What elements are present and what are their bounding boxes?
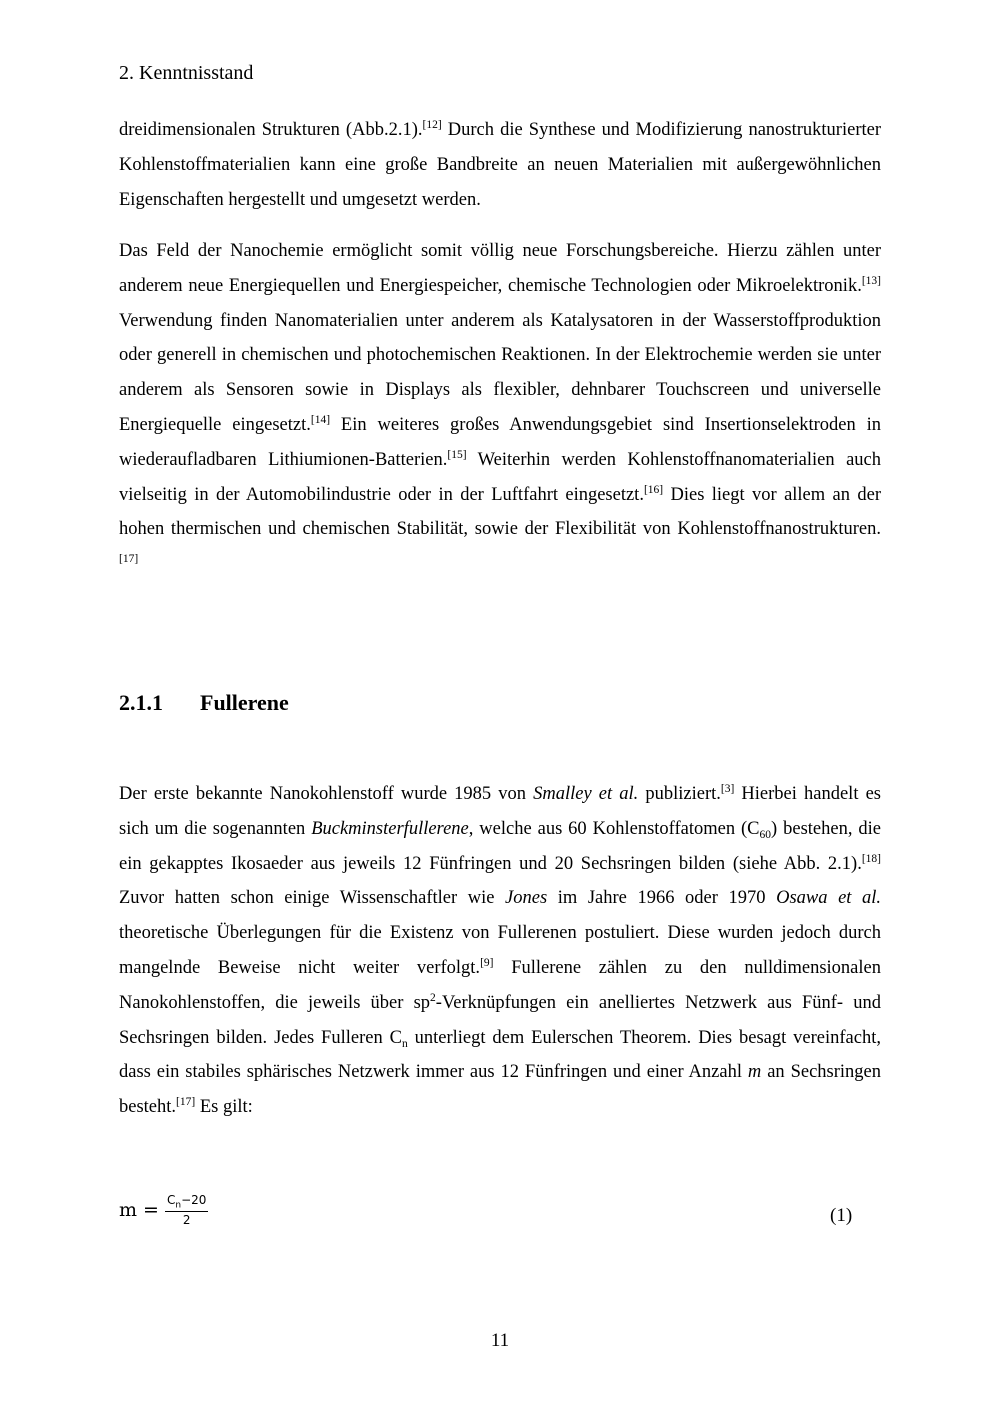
- citation: [13]: [861, 274, 881, 287]
- paragraph-intro-continuation: [119, 113, 881, 217]
- numerator-symbol: C: [166, 1193, 176, 1207]
- citation: [14]: [310, 413, 331, 426]
- subscript: 60: [759, 828, 772, 841]
- fraction-denominator: 2: [182, 1213, 191, 1228]
- text: Der erste bekannte Nanokohlenstoff wurde 1985 von: [119, 784, 534, 804]
- text: Verwendung finden Nanomaterialien unter anderem als Katalysatoren in der Wasserstoffproduktion oder generell in chemischen und photochemischen Reaktionen. In der Elektrochemie werden sie unter anderem als Sensoren sowie in Displays als flexibler, dehnbarer Touchscreen und universelle Energiequelle eingesetzt.: [119, 310, 881, 435]
- text: Weiterhin werden Kohlenstoffnanomaterialien auch vielseitig in der Automobilindustrie oder in der Luftfahrt eingesetzt.: [119, 449, 881, 505]
- text: Das Feld der Nanochemie ermöglicht somit völlig neue Forschungsbereiche. Hierzu zählen unter anderem neue Energiequellen und Energiespeicher, chemische Technologien oder Mikroelektronik.: [119, 241, 881, 296]
- text: theoretische Überlegungen für die Existenz von Fullerenen postuliert. Diese wurden jedoch durch mangelnde Beweise nicht weiter verfolgt.: [119, 923, 881, 978]
- citation: [18]: [861, 852, 881, 865]
- numerator-rest: −20: [181, 1193, 207, 1207]
- text: publiziert.: [638, 784, 721, 804]
- text: dreidimensionalen Strukturen (Abb.2.1).: [119, 120, 423, 140]
- text: Fullerene zählen zu den nulldimensionalen Nanokohlenstoffen, die jeweils über sp: [119, 957, 881, 1013]
- text: Ein weiteres großes Anwendungsgebiet sind Insertionselektroden in wiederaufladbaren Lithiumionen-Batterien.: [119, 414, 881, 470]
- text: Dies liegt vor allem an der hohen thermischen und chemischen Stabilität, sowie der Flexibilität von Kohlenstoffnanostrukturen.: [119, 484, 881, 540]
- italic-text: Smalley et al.: [533, 784, 639, 804]
- text: , welche aus 60 Kohlenstoffatomen (C: [468, 818, 760, 839]
- equation-lhs: m =: [119, 1199, 159, 1222]
- paragraph-fullerene: [119, 777, 881, 1125]
- citation: [17]: [176, 1096, 196, 1109]
- italic-text: Osawa et al.: [776, 888, 882, 909]
- italic-text: Buckminsterfullerene: [311, 818, 469, 839]
- equation-number: (1): [830, 1205, 853, 1226]
- superscript: 2: [430, 991, 436, 1004]
- text: Es gilt:: [195, 1097, 253, 1118]
- italic-text: m: [747, 1062, 762, 1083]
- equation-fraction: [165, 1193, 208, 1227]
- section-title: Fullerene: [200, 690, 289, 715]
- text: an Sechsringen besteht.: [119, 1062, 881, 1118]
- text: Zuvor hatten schon einige Wissenschaftler wie: [119, 888, 506, 909]
- subscript: n: [401, 1037, 408, 1050]
- text: ) bestehen, die ein gekapptes Ikosaeder aus jeweils 12 Fünfringen und 20 Sechsringen bilden (siehe Abb. 2.1).: [119, 818, 881, 874]
- paragraph-nanochemistry: [119, 234, 881, 582]
- running-header: 2. Kenntnisstand: [119, 62, 254, 84]
- citation: [12]: [422, 119, 442, 131]
- text: Hierbei handelt es sich um die sogenannten: [119, 784, 881, 839]
- citation: [15]: [447, 448, 467, 461]
- text: -Verknüpfungen ein anelliertes Netzwerk aus Fünf- und Sechsringen bilden. Jedes Fulleren C: [119, 992, 881, 1048]
- fraction-numerator: [165, 1193, 208, 1212]
- citation: [17]: [119, 553, 139, 566]
- page-number: 11: [490, 1330, 510, 1351]
- text: Durch die Synthese und Modifizierung nanostrukturierter Kohlenstoffmaterialien kann eine große Bandbreite an neuen Materialien mit außergewöhnlichen Eigenschaften hergestellt und umgesetzt werden.: [119, 120, 881, 210]
- equation: [119, 1193, 208, 1227]
- citation: [3]: [720, 783, 735, 795]
- section-number: 2.1.1: [119, 690, 163, 715]
- citation: [16]: [643, 483, 664, 496]
- numerator-subscript: n: [175, 1200, 182, 1211]
- section-heading: [119, 688, 289, 718]
- text: im Jahre 1966 oder 1970: [547, 888, 777, 909]
- text: unterliegt dem Eulerschen Theorem. Dies besagt vereinfacht, dass ein stabiles sphärisches Netzwerk immer aus 12 Fünfringen und einer Anzahl: [119, 1027, 881, 1083]
- italic-text: Jones: [505, 888, 548, 909]
- citation: [9]: [480, 956, 494, 969]
